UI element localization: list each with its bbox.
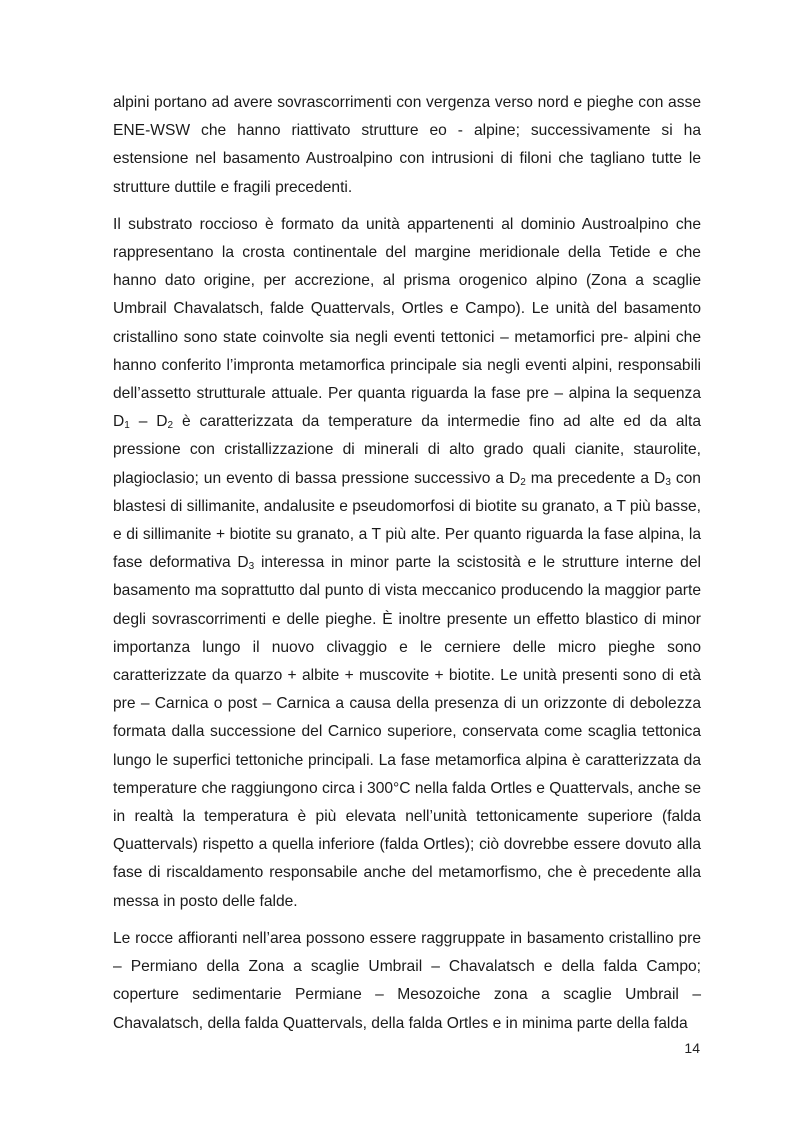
paragraph: [113, 89, 701, 202]
page-number: 14: [684, 1040, 700, 1056]
text-run: ma precedente a D: [525, 469, 666, 487]
text-run: interessa in minor parte la scistosità e le strutture interne del basamento ma soprattutto dal punto di vista meccanico producendo la maggior parte degli sovrascorrimenti e delle pieghe. È inoltre presente un effetto blastico di minor importanza lungo il nuovo clivaggio e le cerniere delle micro pieghe sono caratterizzate da quarzo + albite + muscovite + biotite. Le unità presenti sono di età pre – Carnica o post – Carnica a causa della presenza di un orizzonte di debolezza formata dalla successione del Carnico superiore, conservata come scaglia tettonica lungo le superfici tettoniche principali. La fase metamorfica alpina è caratterizzata da temperature che raggiungono circa i 300°C nella falda Ortles e Quattervals, anche se in realtà la temperatura è più elevata nell’unità tettonicamente superiore (falda Quattervals) rispetto a quella inferiore (falda Ortles); ciò dovrebbe essere dovuto alla fase di riscaldamento responsabile anche del metamorfismo, che è precedente alla messa in posto delle falde.: [113, 554, 701, 910]
subscript: 3: [248, 561, 255, 573]
body-text: [113, 89, 701, 1038]
text-run: alpini portano ad avere sovrascorrimenti con vergenza verso nord e pieghe con asse ENE-WSW che hanno riattivato strutture eo - alpine; successivamente si ha estensione nel basamento Austroalpino con intrusioni di filoni che tagliano tutte le strutture duttile e fragili precedenti.: [113, 94, 701, 196]
subscript: 2: [167, 420, 174, 432]
subscript: 1: [124, 420, 130, 432]
subscript: 2: [520, 476, 526, 488]
paragraph: [113, 211, 701, 916]
text-run: Il substrato roccioso è formato da unità appartenenti al dominio Austroalpino che rappresentano la crosta continentale del margine meridionale della Tetide e che hanno dato origine, per accrezione, al prisma orogenico alpino (Zona a scaglie Umbrail Chavalatsch, falde Quattervals, Ortles e Campo). Le unità del basamento cristallino sono state coinvolte sia negli eventi tettonici – metamorfici pre- alpini che hanno conferito l’impronta metamorfica principale sia negli eventi alpini, responsabili dell’assetto strutturale attuale. Per quanta riguarda la fase pre – alpina la sequenza D: [113, 215, 701, 431]
text-run: con blastesi di sillimanite, andalusite e pseudomorfosi di biotite su granato, a T più basse, e di sillimanite + biotite su granato, a T più alte. Per quanto riguarda la fase alpina, la fase deformativa D: [113, 469, 701, 572]
text-run: – D: [129, 413, 168, 431]
subscript: 3: [665, 476, 671, 488]
text-run: è caratterizzata da temperature da intermedie fino ad alte ed da alta pressione con cristallizzazione di minerali di alto grado quali cianite, staurolite, plagioclasio; un evento di bassa pressione successivo a D: [113, 413, 701, 487]
paragraph: [113, 925, 701, 1038]
text-run: Le rocce affioranti nell’area possono essere raggruppate in basamento cristallino pre – Permiano della Zona a scaglie Umbrail – Chavalatsch e della falda Campo; coperture sedimentarie Permiane – Mesozoiche zona a scaglie Umbrail – Chavalatsch, della falda Quattervals, della falda Ortles e in minima parte della falda: [113, 929, 701, 1032]
